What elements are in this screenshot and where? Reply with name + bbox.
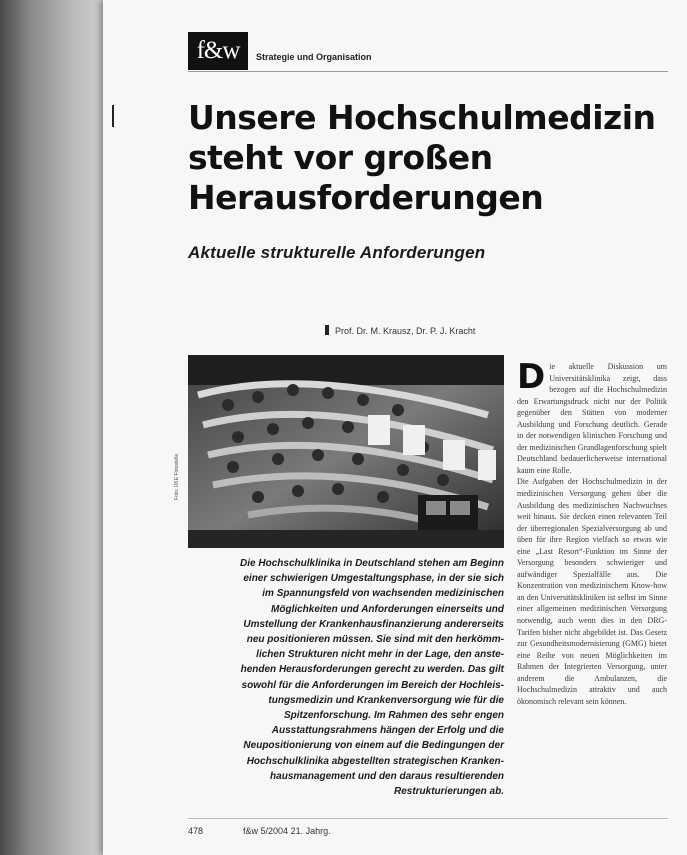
article-subtitle: Aktuelle strukturelle Anforderungen <box>188 243 486 262</box>
body-text-column <box>517 361 667 799</box>
author-names: Prof. Dr. M. Krausz, Dr. P. J. Kracht <box>335 326 476 336</box>
lecture-hall-photo <box>188 355 504 548</box>
page-footer <box>188 826 331 836</box>
page-edge-mark <box>112 105 114 127</box>
body-paragraph-2: Die Aufgaben der Hochschulmedizin in der medizinischen Versorgung gehen über die Ausbildung des medizinischen Nachwuchses weit hinaus. Sie decken einen relevanten Teil der überregionalen Spezialversorgung ab und üben für ihre Region vielfach so etwas wie eine „Last Resort“-Funktion im Sinne der Versorgung besonders schwieriger und aufwändiger Spezialfälle aus. Die Konzentration von medizinischem Know-how an den Universitätskliniken ist selbst im Sinne einer allgemeinen medizinischen Versorgung notwendig, auch wenn dies in den DRG-Tarifen bisher nicht abgebildet ist. Das Gesetz zur Gesundheitsmodernisierung (GMG) bietet eine Reihe von neuen Möglichkeiten im Rahmen der Integrierten Versorgung, unter anderem die Ambulanzen, die Hochschulmedizin attraktiv und auch ökonomisch relevant sein können. <box>517 477 667 706</box>
drop-cap: D <box>517 361 546 397</box>
article-title: Unsere Hochschulmedizin steht vor großen Herausforderungen <box>188 98 656 217</box>
journal-issue: f&w 5/2004 21. Jahrg. <box>243 826 331 836</box>
header-rule <box>188 71 668 72</box>
page-number: 478 <box>188 826 204 836</box>
footer-rule <box>188 818 668 819</box>
magazine-logo: f&w <box>188 32 248 70</box>
body-paragraph-1: ie aktuelle Diskussion um Universitätsklinika zeigt, dass bezogen auf die Hochschulmedizin den Erwartungsdruck nicht nur der Politik gegenüber den Stätten von moderner Ausbildung und Forschung deutlich. Gerade in der notwendigen klinischen Forschung und der medizinischen Grundlagenforschung spielt Deutschland bedauerlicherweise international kaum eine Rolle. <box>517 362 667 475</box>
scan-shadow <box>0 0 103 855</box>
byline-marker-icon <box>325 325 329 335</box>
article-lead: Die Hochschulklinika in Deutschland stehen am Beginn einer schwierigen Umgestaltungsphase, in der sie sich im Spannungsfeld von wachsenden medizinischen Möglichkeiten und Anforderungen einerseits und Umstellung der Krankenhausfinanzierung andererseits neu positionieren müssen. Sie sind mit den herkömm- lichen Strukturen nicht mehr in der Lage, den anste- henden Herausforderungen gerecht zu werden. Das gilt sowohl für die Anforderungen im Bereich der Hochleis- tungsmedizin und Krankenversorgung wie für die Spitzenforschung. Im Rahmen des sehr engen Ausstattungsrahmens hängen der Erfolg und die Neupositionierung von einem auf die Bedingungen der Hochschulklinika abgestellten strategischen Kranken- hausmanagement und den daraus resultierenden Restrukturierungen ab. <box>240 558 504 798</box>
photo-credit: Foto: UKE Fotostelle <box>174 453 180 500</box>
author-byline <box>325 325 475 336</box>
section-label: Strategie und Organisation <box>256 52 372 62</box>
lecture-hall-illustration <box>188 355 504 548</box>
